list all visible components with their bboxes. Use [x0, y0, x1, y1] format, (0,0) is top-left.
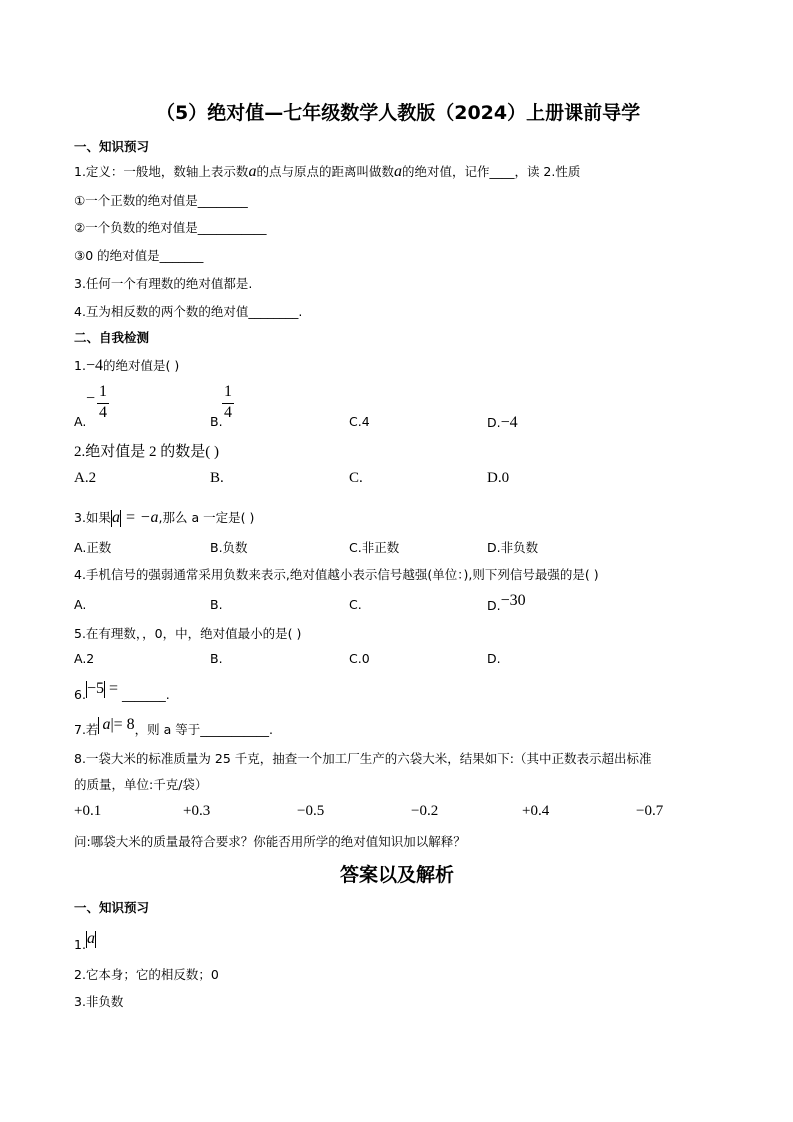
q1-option-a-minus: − [86, 390, 96, 407]
var-a: a [393, 163, 402, 180]
q7-stem: ，则 a 等于___________. [134, 722, 274, 737]
fraction-denominator: 4 [99, 404, 107, 421]
question-8-prompt: 问:哪袋大米的质量最符合要求？你能否用所学的绝对值知识加以解释？ [74, 834, 466, 849]
property-2: ②一个负数的绝对值是___________ [74, 220, 267, 235]
q8-value-3: −0.5 [297, 803, 325, 819]
q7-var-a: a [102, 716, 111, 733]
q8-value-2: +0.3 [183, 803, 211, 819]
q4-option-b: B. [210, 597, 223, 612]
abs-bar-right [95, 931, 96, 948]
q3-expression-rest: = −a [120, 509, 159, 526]
q8-value-6: −0.7 [636, 803, 664, 819]
q1-option-c: C.4 [349, 414, 370, 429]
preview-item-1 [74, 162, 580, 181]
q6-equals: = [104, 680, 118, 697]
q3-var-a: a [111, 509, 120, 526]
q1-option-d [487, 414, 518, 432]
question-5: 5.在有理数，，0，中，绝对值最小的是( ) [74, 626, 302, 641]
answer-2: 2.它本身；它的相反数；0 [74, 967, 219, 982]
question-7 [74, 715, 274, 737]
answers-title: 答案以及解析 [340, 864, 455, 886]
q1-number: 1. [74, 358, 86, 373]
q3-prefix: 3.如果 [74, 510, 111, 525]
q3-option-a: A.正数 [74, 540, 112, 555]
q6-number: 6. [74, 687, 86, 702]
q1-option-d-value: −4 [500, 414, 518, 431]
q4-option-d [487, 592, 526, 613]
q8-value-4: −0.2 [411, 803, 439, 819]
q2-option-c: C. [349, 470, 363, 486]
section-heading-self-check: 二、自我检测 [74, 330, 150, 345]
page-title: （5）绝对值—七年级数学人教版（2024）上册课前导学 [156, 102, 641, 124]
q8-value-1: +0.1 [74, 803, 102, 819]
q3-option-c: C.非正数 [349, 540, 400, 555]
q6-blank: _______. [121, 687, 170, 702]
fraction-denominator: 4 [224, 404, 232, 421]
answers-heading: 一、知识预习 [74, 900, 150, 915]
question-1 [74, 356, 179, 375]
q4-option-a: A. [74, 597, 87, 612]
q5-option-c: C.0 [349, 651, 370, 666]
q5-option-d: D. [487, 651, 501, 666]
answer-1 [74, 930, 96, 952]
answer-1-var: a [86, 930, 95, 947]
q4-option-c: C. [349, 597, 362, 612]
item1-text-b: 的点与原点的距离叫做数 [256, 164, 394, 179]
abs-bar-left [98, 717, 99, 734]
q1-expression: −4 [85, 357, 103, 374]
q3-stem: ,那么 a 一定是( ) [158, 510, 255, 525]
preview-item-3: 3.任何一个有理数的绝对值都是. [74, 276, 253, 291]
q2-option-b: B. [210, 470, 224, 486]
q2-option-d: D.0 [487, 470, 510, 486]
preview-item-4: 4.互为相反数的两个数的绝对值________. [74, 304, 303, 319]
question-8-line-1: 8.一袋大米的标准质量为 25 千克，抽查一个加工厂生产的六袋大米，结果如下:（其中正数表示超出标准 [74, 751, 652, 766]
q1-option-b-label: B. [210, 414, 223, 429]
q3-option-b: B.负数 [210, 540, 248, 555]
q1-option-d-label: D. [487, 415, 501, 430]
fraction-numerator: 1 [99, 383, 107, 400]
property-3: ③0 的绝对值是_______ [74, 248, 204, 263]
q4-option-d-value: −30 [500, 592, 526, 609]
q1-stem: 的绝对值是( ) [102, 358, 180, 373]
q1-option-a-label: A. [74, 414, 87, 429]
q8-value-5: +0.4 [522, 803, 550, 819]
question-3 [74, 508, 254, 527]
item1-text-a: 1.定义：一般地，数轴上表示数 [74, 164, 249, 179]
section-heading-preview: 一、知识预习 [74, 139, 150, 154]
answer-3: 3.非负数 [74, 994, 124, 1009]
q3-option-d: D.非负数 [487, 540, 539, 555]
item1-text-c: 的绝对值，记作____，读 2.性质 [401, 164, 581, 179]
answer-1-number: 1. [74, 937, 86, 952]
question-4: 4.手机信号的强弱通常采用负数来表示,绝对值越小表示信号越强(单位：),则下列信号最强的是( ) [74, 567, 599, 582]
var-a: a [248, 163, 257, 180]
property-1: ①一个正数的绝对值是________ [74, 193, 248, 208]
fraction-numerator: 1 [224, 383, 232, 400]
question-6 [74, 680, 170, 702]
q7-expression-rest: |= 8 [110, 716, 135, 733]
q5-option-b: B. [210, 651, 223, 666]
q5-option-a: A.2 [74, 651, 95, 666]
question-8-line-2: 的质量，单位:千克/袋） [74, 777, 208, 792]
q4-option-d-label: D. [487, 598, 501, 613]
q6-expression: −5 [86, 680, 104, 697]
question-2: 2.绝对值是 2 的数是( ) [74, 444, 219, 460]
q2-option-a: A.2 [74, 470, 97, 486]
q7-prefix: 7.若 [74, 722, 99, 737]
